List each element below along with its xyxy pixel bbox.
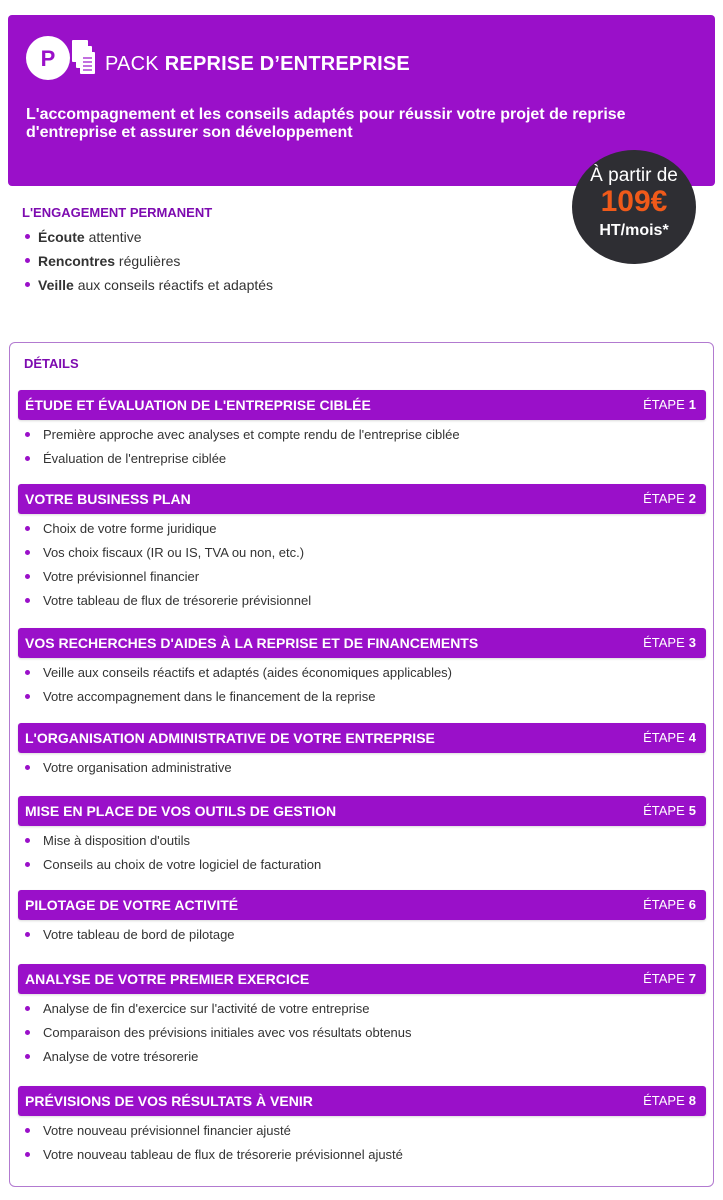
- step-item: Analyse de fin d'exercice sur l'activité de votre entreprise: [18, 1000, 706, 1024]
- step-section: [18, 390, 706, 474]
- title-main: REPRISE D’ENTREPRISE: [164, 53, 410, 75]
- step-index: 7: [688, 971, 696, 986]
- step-label: ÉTAPE: [643, 635, 685, 650]
- step-index: 3: [688, 635, 696, 650]
- step-title: VOTRE BUSINESS PLAN: [25, 491, 191, 507]
- engagement-item: [22, 228, 273, 252]
- step-section: [18, 796, 706, 880]
- engagement-item-text: aux conseils réactifs et adaptés: [73, 277, 274, 293]
- step-label: ÉTAPE: [643, 971, 685, 986]
- step-number: [643, 491, 696, 506]
- step-header: [18, 723, 706, 753]
- step-item: Vos choix fiscaux (IR ou IS, TVA ou non, etc.): [18, 544, 706, 568]
- step-item: Comparaison des prévisions initiales avec vos résultats obtenus: [18, 1024, 706, 1048]
- engagement-item-text: attentive: [84, 229, 142, 245]
- step-items: [18, 426, 706, 474]
- step-number: [643, 635, 696, 650]
- step-items: [18, 1122, 706, 1170]
- step-item: Votre prévisionnel financier: [18, 568, 706, 592]
- step-items: [18, 926, 706, 950]
- engagement-item-bold: Rencontres: [38, 253, 116, 269]
- step-number: [643, 730, 696, 745]
- step-section: [18, 484, 706, 616]
- step-title: ANALYSE DE VOTRE PREMIER EXERCICE: [25, 971, 310, 987]
- step-item: Votre tableau de flux de trésorerie prévisionnel: [18, 592, 706, 616]
- step-item: Votre tableau de bord de pilotage: [18, 926, 706, 950]
- step-item: Veille aux conseils réactifs et adaptés (aides économiques applicables): [18, 664, 706, 688]
- step-number: [643, 897, 696, 912]
- step-item: Votre nouveau tableau de flux de trésorerie prévisionnel ajusté: [18, 1146, 706, 1170]
- step-title: VOS RECHERCHES D'AIDES À LA REPRISE ET DE FINANCEMENTS: [25, 635, 479, 651]
- price-badge: [572, 150, 696, 264]
- engagement-item-bold: Écoute: [38, 229, 85, 245]
- details-panel: [9, 342, 714, 1187]
- price-unit: HT/mois*: [599, 222, 669, 239]
- svg-text:P: P: [40, 46, 56, 71]
- engagement-title: L'ENGAGEMENT PERMANENT: [22, 205, 213, 220]
- step-label: ÉTAPE: [643, 730, 685, 745]
- step-item: Conseils au choix de votre logiciel de facturation: [18, 856, 706, 880]
- page-title: [105, 53, 410, 76]
- step-title: L'ORGANISATION ADMINISTRATIVE DE VOTRE ENTREPRISE: [25, 730, 435, 746]
- engagement-section: [22, 205, 273, 300]
- step-item: Votre organisation administrative: [18, 759, 706, 783]
- step-number: [643, 1093, 696, 1108]
- step-title: ÉTUDE ET ÉVALUATION DE L'ENTREPRISE CIBLÉE: [25, 397, 371, 413]
- engagement-item-bold: Veille: [38, 277, 74, 293]
- step-header: [18, 796, 706, 826]
- engagement-item-text: régulières: [115, 253, 181, 269]
- step-item: Votre accompagnement dans le financement de la reprise: [18, 688, 706, 712]
- step-number: [643, 803, 696, 818]
- pack-document-icon: [26, 28, 96, 88]
- step-items: [18, 520, 706, 616]
- step-index: 6: [688, 897, 696, 912]
- step-title: PRÉVISIONS DE VOS RÉSULTATS À VENIR: [25, 1093, 313, 1109]
- step-section: [18, 890, 706, 950]
- step-section: [18, 964, 706, 1072]
- step-header: [18, 628, 706, 658]
- step-index: 1: [688, 397, 696, 412]
- step-label: ÉTAPE: [643, 803, 685, 818]
- step-section: [18, 1086, 706, 1170]
- step-item: Analyse de votre trésorerie: [18, 1048, 706, 1072]
- title-prefix: PACK: [105, 53, 159, 75]
- step-items: [18, 1000, 706, 1072]
- step-title: MISE EN PLACE DE VOS OUTILS DE GESTION: [25, 803, 337, 819]
- step-label: ÉTAPE: [643, 397, 685, 412]
- step-items: [18, 759, 706, 783]
- step-header: [18, 390, 706, 420]
- step-section: [18, 628, 706, 712]
- step-index: 8: [688, 1093, 696, 1108]
- step-section: [18, 723, 706, 783]
- step-items: [18, 664, 706, 712]
- step-item: Choix de votre forme juridique: [18, 520, 706, 544]
- step-label: ÉTAPE: [643, 1093, 685, 1108]
- step-index: 5: [688, 803, 696, 818]
- step-label: ÉTAPE: [643, 491, 685, 506]
- price-prefix: À partir de: [590, 165, 678, 186]
- step-title: PILOTAGE DE VOTRE ACTIVITÉ: [25, 897, 239, 913]
- step-number: [643, 397, 696, 412]
- engagement-list: [22, 228, 273, 300]
- step-index: 2: [688, 491, 696, 506]
- engagement-item: [22, 276, 273, 300]
- step-items: [18, 832, 706, 880]
- step-index: 4: [688, 730, 696, 745]
- step-item: Mise à disposition d'outils: [18, 832, 706, 856]
- step-header: [18, 964, 706, 994]
- step-header: [18, 890, 706, 920]
- step-label: ÉTAPE: [643, 897, 685, 912]
- engagement-item: [22, 252, 273, 276]
- step-item: Évaluation de l'entreprise ciblée: [18, 450, 706, 474]
- step-header: [18, 1086, 706, 1116]
- price-amount: 109€: [600, 185, 668, 218]
- step-item: Première approche avec analyses et compte rendu de l'entreprise ciblée: [18, 426, 706, 450]
- step-header: [18, 484, 706, 514]
- details-title: DÉTAILS: [24, 356, 79, 371]
- page-subtitle: L'accompagnement et les conseils adaptés pour réussir votre projet de reprise d'entreprise et assurer son développement: [26, 106, 626, 141]
- step-number: [643, 971, 696, 986]
- step-item: Votre nouveau prévisionnel financier ajusté: [18, 1122, 706, 1146]
